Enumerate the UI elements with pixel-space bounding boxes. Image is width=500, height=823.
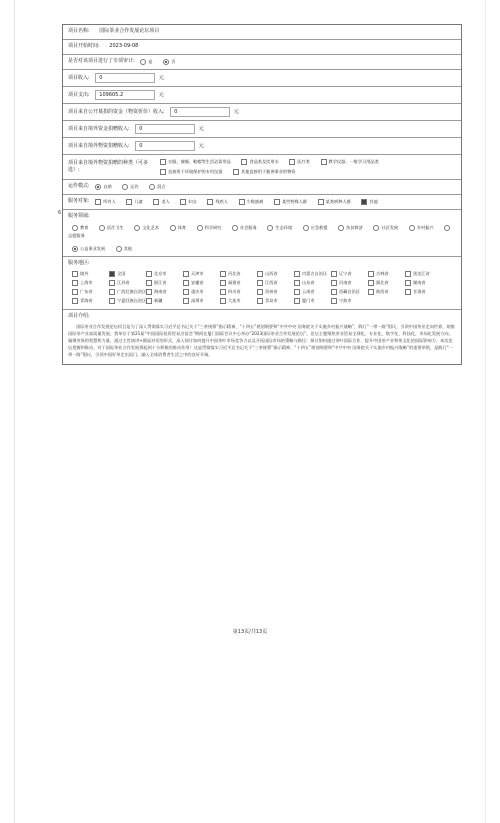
region-option [216,288,253,295]
intro-text: 国际茶业合作发展论坛项目是为了深入贯彻落实习近平总书记关于“三茶统筹”指示精神、“十四五”规划纲要和“中共中央 国务院关于实施乡村振兴战略”，践行“一带一路”倡议，引领中国茶业走向世界，助推国际茶产业高质量发展。我单位于第21届“中国国际投资贸易洽谈会”期间在厦门国际会议中心举办“2023国际茶业合作发展论坛”。论坛主题聚焦茶业贸易全球化、专业化、数字化、科技化，市场化发展方向，凝聚茶界的智慧和力量，通过主旨演讲+圆桌对话的形式，深入探讨如何提升中国茶叶市场竞争力以及开拓国际市场的策略与路径；探讨如何通过茶叶国际合作，提升中国茶产业和茶文化的国际影响力。本次论坛把握和推动、对于国际茶业合作发展将起到十分积极的推动作用！这是贯彻落实习近平总书记关于“三茶统筹”指示精神、“十四五”规划纲要和“中共中央 国务院关于实施乡村振兴战略”的重要举措，是践行“一带一路”倡议，引领中国好茶走出国门，融入全球消费者生活之中的良好开端。 [68,324,455,357]
field-radio[interactable] [444,225,450,231]
region-option [290,279,327,286]
public-fund-field[interactable]: 0 [170,107,230,117]
region-label: 宁波市 [339,298,352,303]
field-label: 公益事业发展 [80,246,106,251]
foreign-fund-field[interactable]: 0 [135,124,195,134]
field-label: 乡村振兴 [416,225,434,230]
field-radio[interactable] [338,225,344,231]
service-target-label: 服务对象: [68,198,90,204]
project-name-row [63,25,461,40]
region-label: 北京市 [154,271,167,276]
service-field-row [63,210,461,257]
region-checkbox[interactable] [146,271,152,277]
field-radio[interactable] [116,246,122,252]
field-label: 医疗卫生 [106,225,124,230]
service-field-label: 服务领域: [68,213,90,219]
region-label: 广东省 [80,289,93,294]
income-row [63,70,461,87]
region-label: 新疆 [154,298,163,303]
service-field-options [68,224,456,240]
region-checkbox[interactable] [257,280,263,286]
region-option [364,270,401,277]
field-label: 其他 [123,246,133,251]
region-option [401,270,438,277]
region-checkbox[interactable] [331,289,337,295]
audit-yes-label: 是 [148,59,153,64]
region-option [253,288,290,295]
start-time-row [63,40,461,55]
region-checkbox[interactable] [405,271,411,277]
goods-type-checkbox[interactable] [321,159,327,165]
goods-type-checkbox[interactable] [289,159,295,165]
goods-type-checkbox[interactable] [233,169,239,175]
field-radio[interactable] [303,225,309,231]
mode-mixed-radio[interactable] [149,184,155,190]
target-label: 某些特殊人群 [281,199,308,204]
special-audit-label: 是否对该项目进行了专项审计: [68,58,135,64]
region-label: 黑龙江省 [413,271,430,276]
region-option [68,297,105,304]
region-label: 青海省 [80,298,93,303]
region-label: 宁夏回族自治区 [117,298,147,303]
goods-type-checkbox[interactable] [160,169,166,175]
field-radio[interactable] [72,225,78,231]
region-checkbox[interactable] [183,280,189,286]
mode-operate-label: 运作 [130,184,139,189]
goods-type-label: 直接用于环境保护的专用仪器 [168,169,223,174]
region-option [327,288,364,295]
region-option [290,297,327,304]
region-option [401,288,438,295]
region-option [401,279,438,286]
target-label: 所有人 [103,199,116,204]
region-label: 内蒙古自治区 [302,271,328,276]
project-form [62,24,462,365]
region-label: 浙江省 [154,280,167,285]
region-option [364,288,401,295]
field-label: 文化艺术 [142,225,160,230]
audit-yes-radio[interactable] [140,59,146,65]
region-option [216,270,253,277]
expense-unit: 元 [158,91,164,98]
target-checkbox[interactable] [126,199,132,205]
foreign-fund-label: 项目来自境外资金捐赠收入: [68,125,130,132]
region-label: 安徽省 [191,280,204,285]
foreign-fund-unit: 元 [198,125,204,132]
field-label: 社会服务 [240,225,257,230]
region-option [142,279,179,286]
goods-types-label: 项目来自境外物资捐赠的种类（可多选）: [68,160,149,173]
region-option [179,279,216,286]
expense-row [63,87,461,104]
field-radio[interactable] [134,225,140,231]
field-label: 教育 [80,225,89,230]
region-checkbox[interactable] [220,271,226,277]
target-label: 妇女 [188,199,197,204]
target-checkbox[interactable] [180,199,186,205]
region-checkbox[interactable] [220,298,226,304]
region-option [253,279,290,286]
foreign-goods-row [63,138,461,155]
service-region-label: 服务地区: [68,260,90,266]
side-page-number: 6 [58,210,62,216]
region-checkbox[interactable] [72,271,78,277]
mode-self-radio[interactable] [95,184,101,190]
region-checkbox[interactable] [109,289,115,295]
region-checkbox[interactable] [331,271,337,277]
region-option [68,270,105,277]
region-label: 江苏省 [117,280,130,285]
region-label: 境外 [80,271,89,276]
target-checkbox[interactable] [318,199,324,205]
region-checkbox[interactable] [294,298,300,304]
region-checkbox[interactable] [257,289,263,295]
region-label: 海南省 [154,289,167,294]
region-option [179,288,216,295]
mode-self-label: 自助 [103,184,112,189]
field-label: 志愿服务 [68,233,85,238]
region-label: 陕西省 [376,289,389,294]
field-label: 体育 [177,225,187,230]
region-option [68,288,105,295]
region-checkbox[interactable] [72,298,78,304]
expense-label: 项目支出: [68,91,90,98]
region-checkbox[interactable] [331,280,337,286]
region-checkbox[interactable] [146,298,152,304]
target-label: 残疾人 [215,199,228,204]
region-option [216,279,253,286]
region-label: 江西省 [265,280,278,285]
goods-type-label: 教学仪器、一般学习用品类 [328,159,379,164]
goods-type-label: 食品类及饮用水 [249,159,279,164]
mode-mixed-label: 混合 [157,184,166,189]
service-region-options [68,270,456,306]
public-fund-label: 项目来自公开募捐的资金（物资折价）收入: [68,108,165,115]
region-option [290,288,327,295]
service-field-options-2 [68,245,456,253]
region-checkbox[interactable] [294,289,300,295]
goods-types-options [156,158,456,176]
region-label: 上海市 [80,280,93,285]
field-radio[interactable] [373,225,379,231]
income-unit: 元 [158,74,164,81]
field-radio[interactable] [197,225,203,231]
target-label: 少数族裔 [246,199,264,204]
target-label: 儿童 [134,199,143,204]
region-label: 河南省 [339,280,352,285]
region-checkbox[interactable] [220,289,226,295]
region-checkbox[interactable] [331,298,337,304]
region-label: 全国 [117,271,126,276]
target-checkbox[interactable] [207,199,213,205]
region-label: 吉林省 [376,271,389,276]
field-label: 生态环境 [275,225,293,230]
operation-mode-row [63,180,461,195]
region-option [105,279,142,286]
field-label: 社区发展 [381,225,399,230]
region-option [364,279,401,286]
region-label: 云南省 [302,289,315,294]
region-option [327,279,364,286]
target-label: 老人 [161,199,170,204]
region-label: 山东省 [302,280,315,285]
field-radio[interactable] [232,225,238,231]
foreign-goods-field[interactable]: 0 [135,141,195,151]
field-radio[interactable] [267,225,273,231]
goods-type-checkbox[interactable] [160,159,166,165]
region-label: 福建省 [228,280,241,285]
region-checkbox[interactable] [183,271,189,277]
project-name-label: 项目名称: [68,28,90,34]
region-label: 厦门市 [302,298,315,303]
region-label: 山西省 [265,271,278,276]
region-checkbox[interactable] [109,298,115,304]
expense-field[interactable]: 109605.2 [95,90,155,100]
region-option [179,297,216,304]
region-option [142,270,179,277]
page-footer: 第13页/共13页 [232,629,268,635]
region-checkbox[interactable] [146,289,152,295]
region-checkbox-checked[interactable] [109,271,115,277]
field-label: 扶贫救济 [346,225,363,230]
operation-mode-label: 运作模式: [68,183,90,189]
service-region-row [63,257,461,310]
intro-label: 项目介绍: [68,313,90,319]
region-checkbox[interactable] [183,289,189,295]
region-checkbox[interactable] [109,280,115,286]
region-option [142,297,179,304]
field-radio-selected[interactable] [72,246,78,252]
region-label: 青岛市 [265,298,278,303]
target-checkbox[interactable] [153,199,159,205]
region-checkbox[interactable] [405,280,411,286]
region-label: 大连市 [228,298,241,303]
goods-type-label: 衣服、被褥、鞋帽等生活必需用品 [168,159,231,164]
region-checkbox[interactable] [368,280,374,286]
region-checkbox[interactable] [405,289,411,295]
region-label: 湖南省 [413,280,426,285]
region-label: 河北省 [228,271,241,276]
region-checkbox[interactable] [220,280,226,286]
target-checkbox[interactable] [95,199,101,205]
public-fund-unit: 元 [233,108,239,115]
region-option [290,270,327,277]
field-radio[interactable] [409,225,415,231]
region-option [327,270,364,277]
region-label: 湖北省 [376,280,389,285]
region-checkbox[interactable] [72,289,78,295]
foreign-fund-row [63,121,461,138]
region-label: 四川省 [228,289,241,294]
special-audit-row [63,55,461,70]
region-checkbox[interactable] [257,271,263,277]
income-label: 项目收入: [68,74,90,81]
audit-no-label: 否 [171,59,176,64]
region-option [105,297,147,304]
audit-no-radio[interactable] [163,59,169,65]
goods-type-label: 医疗类 [297,159,310,164]
region-option [253,297,290,304]
start-time-label: 项目开始时间: [68,43,100,49]
region-option [68,279,105,286]
region-option [179,270,216,277]
target-label: 某类病种人群 [325,199,351,204]
region-label: 天津市 [191,271,204,276]
goods-type-checkbox[interactable] [241,159,247,165]
public-fund-row [63,104,461,121]
region-label: 广西壮族自治区 [117,289,147,294]
region-option [216,297,253,304]
intro-row [63,310,461,364]
income-field[interactable]: 0 [95,73,155,83]
goods-type-label: 其他直接用于慈善事业的物资 [241,169,296,174]
scan-edge-left [14,0,15,823]
project-name-value: 国际茶业合作发展论坛项目 [99,28,160,34]
region-option [327,297,364,304]
region-option [105,288,147,295]
region-option [105,270,142,277]
target-checkbox-checked[interactable] [361,199,367,205]
foreign-goods-unit: 元 [198,142,204,149]
region-label: 深圳市 [191,298,204,303]
region-option [253,270,290,277]
region-option [142,288,179,295]
region-checkbox[interactable] [294,280,300,286]
service-target-row [63,195,461,210]
foreign-goods-label: 项目来自境外物资捐赠收入: [68,142,130,149]
region-checkbox[interactable] [368,271,374,277]
field-label: 应急救援 [310,225,328,230]
mode-operate-radio[interactable] [122,184,128,190]
scan-edge-right [485,0,486,823]
field-radio[interactable] [170,225,176,231]
region-checkbox[interactable] [72,280,78,286]
goods-types-row [63,155,461,180]
region-label: 重庆市 [191,289,204,294]
region-checkbox[interactable] [183,298,189,304]
region-checkbox[interactable] [146,280,152,286]
target-checkbox[interactable] [274,199,280,205]
region-checkbox[interactable] [257,298,263,304]
region-label: 西藏自治区 [339,289,360,294]
start-time-value: 2023-09-08 [109,43,139,49]
region-label: 辽宁省 [339,271,352,276]
target-label: 其他 [369,199,378,204]
field-label: 科学研究 [204,225,222,230]
region-checkbox[interactable] [368,289,374,295]
region-checkbox[interactable] [294,271,300,277]
target-checkbox[interactable] [239,199,245,205]
field-radio[interactable] [99,225,105,231]
region-label: 甘肃省 [413,289,426,294]
region-label: 贵州省 [265,289,278,294]
